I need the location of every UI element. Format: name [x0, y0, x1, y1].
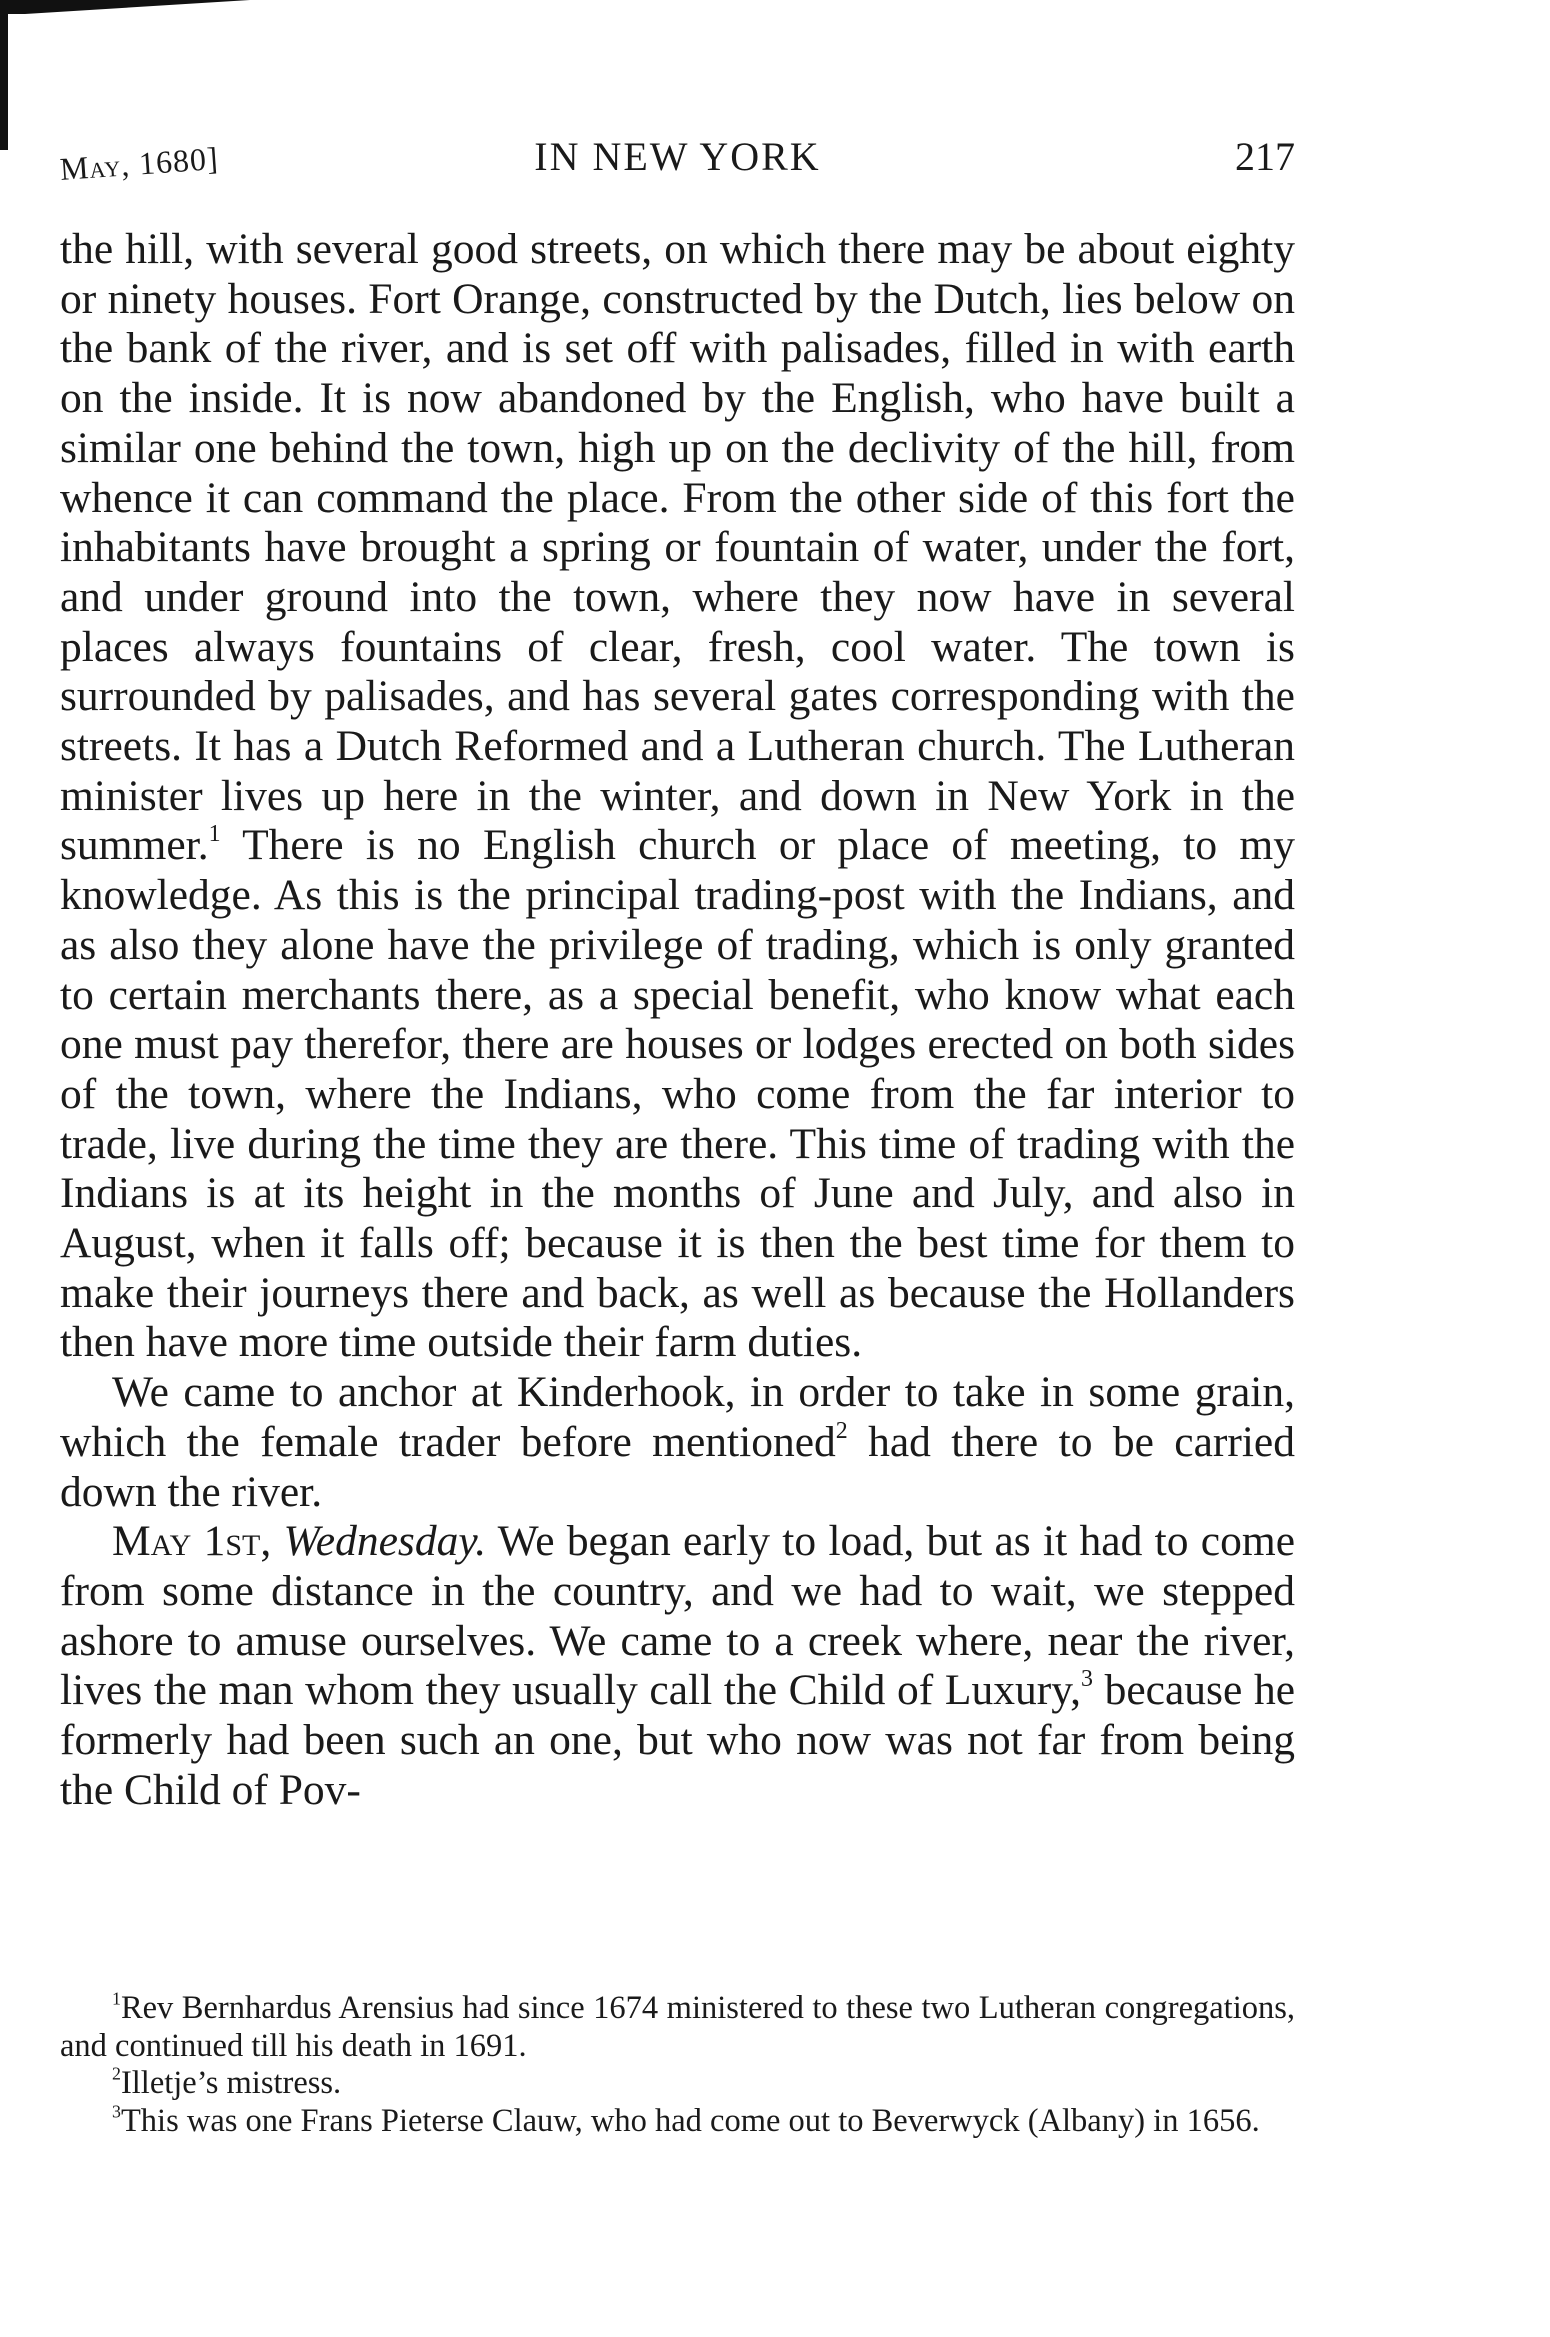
running-header — [60, 125, 1295, 185]
footnote: $^3$This was one Frans Pieterse Clauw, who had come out to Beverwyck (Albany) in 1656. — [112, 2101, 1260, 2139]
paragraph: We came to anchor at Kinderhook, in order to take in some grain, which the female trader before mentioned$^2$ had there to be carried down the river. — [60, 1368, 1295, 1516]
footnote-marker: 2 — [112, 2063, 121, 2084]
footnote-ref-1: 1 — [208, 821, 221, 848]
footnote-marker: 3 — [112, 2101, 121, 2122]
paragraph: the hill, with several good streets, on which there may be about eighty or ninety houses. Fort Orange, constructed by the Dutch, lies below on the bank of the river, and is set off with palisades, filled in with earth on the inside. It is now abandoned by the English, who have built a similar one behind the town, high up on the declivity of the hill, from whence it can command the place. From the other side of this fort the inhabitants have brought a spring or fountain of water, under the fort, and under ground into the town, where they now have in several places always fountains of clear, fresh, cool water. The town is surrounded by palisades, and has several gates corresponding with the streets. It has a Dutch Reformed and a Lutheran church. The Lutheran minister lives up here in the winter, and down in New York in the summer.$^1$ There is no English church or place of meeting, to my knowledge. As this is the principal trading-post with the Indians, and as also they alone have the privilege of trading, which is only granted to certain merchants there, as a special benefit, who know what each one must pay therefor, there are houses or lodges erected on both sides of the town, where the Indians, who come from the far interior to trade, live during the time they are there. This time of trading with the Indians is at its height in the months of June and July, and also in August, when it falls off; because it is then the best time for them to make their journeys there and back, as well as because the Hollanders then have more time outside their farm duties. — [60, 225, 1295, 1367]
page-number: 217 — [1235, 134, 1295, 179]
paragraph: May 1st, Wednesday. We began early to load, but as it had to come from some distance in the country, and we had to wait, we stepped ashore to amuse ourselves. We came to a creek where, near the river, lives the man whom they usually call the Child of Luxury,$^3$ because he formerly had been such an one, but who now was not far from being the Child of Pov- — [60, 1517, 1296, 1814]
entry-date: May 1st, — [112, 1517, 272, 1566]
entry-day: Wednesday. — [283, 1517, 487, 1566]
footnote-ref-2: 2 — [835, 1417, 848, 1444]
running-title: IN NEW YORK — [534, 134, 821, 179]
footnote: $^1$Rev Bernhardus Arensius had since 1674 ministered to these two Lutheran congregations, and continued till his death in 1691. — [60, 1988, 1295, 2064]
page-edge-left — [0, 0, 8, 150]
footnote: $^2$Illetje’s mistress. — [112, 2063, 342, 2101]
page-edge-shadow — [0, 0, 250, 14]
running-date: May, 1680] — [58, 139, 220, 187]
body-text — [60, 225, 1295, 1816]
footnote-marker: 1 — [112, 1988, 121, 2009]
footnote-ref-3: 3 — [1081, 1666, 1093, 1693]
footnotes — [60, 1990, 1295, 2140]
